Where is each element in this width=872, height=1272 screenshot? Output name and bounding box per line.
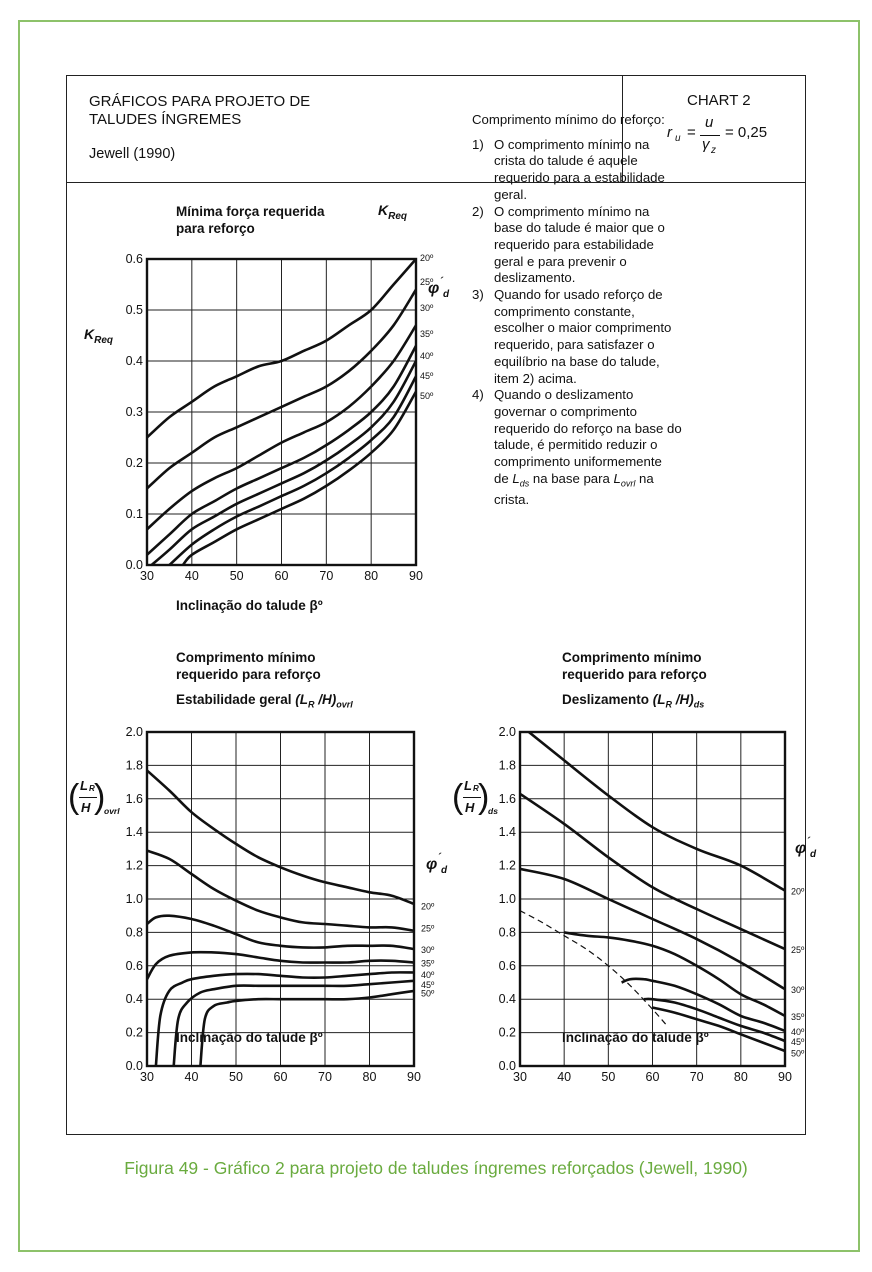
y-tick-label: 0.6 — [125, 252, 143, 266]
x-tick-label: 70 — [689, 1070, 704, 1084]
x-tick-label: 60 — [645, 1070, 660, 1084]
x-tick-label: 60 — [273, 1070, 288, 1084]
x-tick-label: 80 — [364, 569, 379, 583]
x-tick-label: 30 — [140, 1070, 154, 1084]
note-item-3: 3) Quando for usado reforço de comprimento constante, escolher o maior comprimento requerido, para satisfazer o equilíbrio na base do talude, item 2) acima. — [472, 287, 672, 386]
x-tick-label: 30 — [140, 569, 154, 583]
series-label: 20º — [421, 901, 435, 912]
chart1-title-line1: Mínima força requerida — [176, 204, 325, 219]
chart1-ylabel: $K_{Req}$ — [84, 326, 114, 346]
y-tick-label: 0.4 — [125, 992, 143, 1007]
y-tick-label: 0.2 — [125, 456, 143, 470]
x-tick-label: 60 — [274, 569, 289, 583]
chart-2-grid — [147, 732, 414, 1066]
series-label: 40º — [420, 351, 434, 361]
series-label: 35º — [420, 329, 434, 339]
series-label: 40º — [791, 1026, 805, 1037]
chart-3-grid — [520, 732, 785, 1066]
y-tick-label: 1.8 — [125, 758, 143, 773]
chart2-title-line1: Comprimento mínimo — [176, 650, 316, 665]
chart-label: CHART 2 — [687, 92, 751, 109]
series-label: 30º — [791, 985, 805, 996]
series-label: 50º — [791, 1048, 805, 1059]
chart2-title-line3: Estabilidade geral ($L_R$ $/H)_{ovrl}$ — [176, 692, 353, 710]
series-label: 35º — [421, 958, 435, 969]
y-tick-label: 0.0 — [125, 1059, 143, 1073]
chart1-title-line2: para reforço — [176, 221, 255, 236]
y-tick-label: 2.0 — [125, 725, 143, 739]
y-tick-label: 0.4 — [498, 992, 516, 1007]
series-label: 45º — [791, 1036, 805, 1047]
y-tick-label: 0.4 — [125, 354, 143, 368]
ru-lhs: r — [667, 124, 672, 141]
y-tick-label: 1.4 — [498, 825, 516, 840]
header-title-line2: TALUDES ÍNGREMES — [89, 111, 242, 128]
y-tick-label: 1.6 — [498, 791, 516, 806]
ru-denominator: γ — [702, 136, 710, 153]
chart1-phi-label: $\varphi^´_d$ — [428, 276, 450, 301]
chart1-xlabel: Inclinação do talude βº — [176, 598, 323, 613]
figure-caption: Figura 49 - Gráfico 2 para projeto de taludes íngremes reforçados (Jewell, 1990) — [124, 1158, 748, 1178]
y-tick-label: 0.0 — [125, 558, 143, 572]
y-tick-label: 0.8 — [125, 925, 143, 940]
dashed-limit-line — [520, 911, 666, 1025]
y-tick-label: 1.2 — [125, 858, 143, 873]
y-tick-label: 1.0 — [498, 892, 516, 906]
chart2-title-line2: requerido para reforço — [176, 667, 321, 682]
chart-sheet: GRÁFICOS PARA PROJETO DE TALUDES ÍNGREMES Jewell (1990) CHART 2 r u = u γ z = 0,25 — [66, 75, 806, 1135]
series-label: 40º — [421, 970, 435, 981]
x-tick-label: 40 — [184, 569, 199, 583]
chart3-xlabel: Inclinação do talude βº — [562, 1030, 709, 1045]
series-label: 45º — [421, 980, 435, 991]
ru-value: = 0,25 — [725, 124, 768, 141]
y-tick-label: 0.2 — [498, 1025, 516, 1040]
y-tick-label: 1.8 — [498, 758, 516, 773]
header-title-line1: GRÁFICOS PARA PROJETO DE — [89, 93, 311, 110]
chart-2 — [126, 725, 435, 1084]
series-label: 25º — [791, 945, 805, 956]
y-tick-label: 1.0 — [125, 892, 143, 906]
series-line-7 — [200, 991, 414, 1066]
chart1-title-symbol: $K_{Req}$ — [378, 202, 408, 222]
header-author: Jewell (1990) — [89, 146, 176, 162]
chart2-xlabel: Inclinação do talude βº — [176, 1030, 323, 1045]
y-tick-label: 1.2 — [498, 858, 516, 873]
y-tick-label: 0.2 — [125, 1025, 143, 1040]
x-tick-label: 40 — [557, 1070, 572, 1084]
y-tick-label: 1.4 — [125, 825, 143, 840]
x-tick-label: 70 — [319, 569, 334, 583]
series-label: 50º — [420, 391, 434, 401]
x-tick-label: 50 — [229, 569, 244, 583]
x-tick-label: 50 — [229, 1070, 243, 1084]
x-tick-label: 90 — [407, 1070, 421, 1084]
series-label: 35º — [791, 1011, 805, 1022]
series-label: 45º — [420, 371, 434, 381]
ru-denominator-sub: z — [711, 145, 716, 156]
x-tick-label: 80 — [733, 1070, 748, 1084]
series-label: 30º — [420, 303, 434, 313]
x-tick-label: 80 — [362, 1070, 377, 1084]
series-label: 25º — [421, 923, 435, 934]
note-item-2: 2) O comprimento mínimo na base do talude é maior que o requerido para estabilidade geral e para prevenir o deslizamento. — [472, 203, 665, 286]
series-line-6 — [174, 981, 414, 1066]
y-tick-label: 2.0 — [498, 725, 516, 739]
y-tick-label: 0.6 — [125, 958, 143, 973]
y-tick-label: 0.8 — [498, 925, 516, 940]
note-item-4: 4) Quando o deslizamento governar o comprimento requerido do reforço na base do talude, é permitido reduzir o comprimento uniformemente de $L_{ds}$ na base para $L_{ovrl}$ na crista. — [472, 387, 682, 508]
x-tick-label: 40 — [184, 1070, 199, 1084]
chart3-title-line2: requerido para reforço — [562, 667, 707, 682]
series-label: 25º — [420, 277, 434, 287]
notes-title: Comprimento mínimo do reforço: — [472, 112, 665, 127]
y-tick-label: 0.0 — [498, 1059, 516, 1073]
series-label: 20º — [791, 886, 805, 897]
series-label: 50º — [421, 988, 435, 999]
chart3-ylabel: ( L R H ) ds — [452, 778, 498, 816]
x-tick-label: 90 — [409, 569, 423, 583]
ru-lhs-sub: u — [675, 133, 681, 144]
y-tick-label: 0.1 — [125, 507, 143, 521]
chart3-title-line1: Comprimento mínimo — [562, 650, 702, 665]
y-tick-label: 0.3 — [125, 405, 143, 419]
series-line-7 — [653, 1008, 786, 1052]
series-line-1 — [529, 732, 785, 891]
chart3-title-line3: Deslizamento ($L_R$ $/H)_{ds}$ — [562, 692, 705, 710]
y-tick-label: 1.6 — [125, 791, 143, 806]
chart2-phi-label: $\varphi^´_d$ — [426, 852, 448, 877]
x-tick-label: 90 — [778, 1070, 792, 1084]
chart3-phi-label: $\varphi^´_d$ — [795, 836, 817, 861]
y-tick-label: 0.5 — [125, 303, 143, 317]
series-line-5 — [622, 979, 785, 1031]
x-tick-label: 50 — [601, 1070, 616, 1084]
x-tick-label: 70 — [318, 1070, 332, 1084]
y-tick-label: 0.6 — [498, 958, 516, 973]
chart-3 — [499, 725, 805, 1084]
series-label: 30º — [421, 945, 435, 956]
series-label: 20º — [420, 253, 434, 263]
x-tick-label: 30 — [513, 1070, 527, 1084]
note-item-1: 1) O comprimento mínimo na crista do talude é aquele requerido para a estabilidade geral. — [472, 136, 665, 202]
ru-numerator: u — [705, 114, 714, 131]
chart2-ylabel: ( L R H ) ovrl — [68, 778, 120, 816]
chart-1 — [126, 252, 434, 583]
